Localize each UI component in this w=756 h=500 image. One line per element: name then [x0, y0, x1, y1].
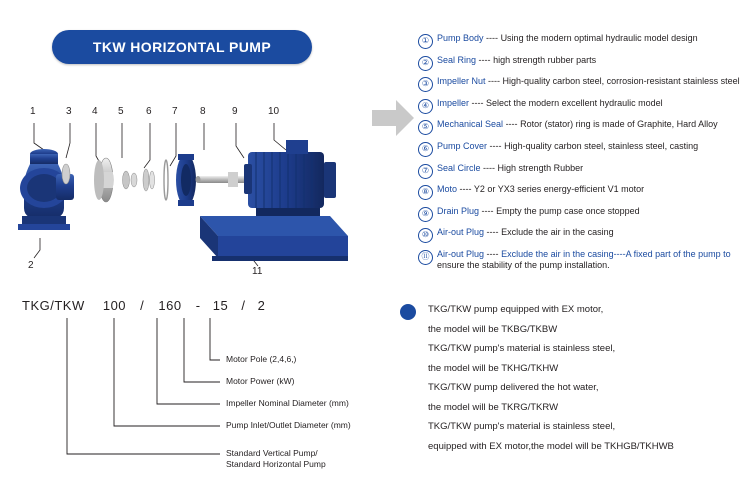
part-seal-ring [62, 164, 70, 184]
feature-name: Mechanical Seal [437, 119, 504, 130]
feature-desc: Exclude the air in the casing----A fixed part of the pump to [501, 248, 731, 259]
part-impeller [94, 158, 113, 202]
callout-5: 5 [118, 106, 124, 117]
callout-2: 2 [28, 260, 34, 271]
part-impeller-nut [123, 171, 138, 189]
note-line-6: the model will be TKRG/TKRW [428, 401, 559, 413]
feature-number-icon: ③ [418, 77, 433, 92]
feature-item-4 [418, 98, 748, 114]
note-line-5: TKG/TKW pump delivered the hot water, [428, 382, 599, 393]
feature-item-5 [418, 119, 748, 135]
callout-9: 9 [232, 106, 238, 117]
feature-item-9 [418, 206, 748, 222]
feature-dash: ---- [488, 76, 501, 87]
part-seal-circle [164, 160, 168, 200]
feature-number-icon: ⑦ [418, 164, 433, 179]
part-motor [244, 140, 336, 216]
feature-number-icon: ⑥ [418, 142, 433, 157]
feature-number-icon: ① [418, 34, 433, 49]
part-pump-body [18, 149, 74, 230]
note-line-8: equipped with EX motor,the model will be TKHGB/TKHWB [428, 440, 674, 452]
feature-item-7 [418, 163, 748, 179]
feature-item-8 [418, 184, 748, 200]
feature-number-icon: ④ [418, 99, 433, 114]
model-label-motor-pole: Motor Pole (2,4,6,) [226, 354, 297, 364]
feature-dash: ---- [486, 248, 499, 259]
model-code-slash-2: / [241, 298, 246, 313]
feature-dash: ---- [471, 97, 484, 108]
page-title-banner [52, 30, 312, 64]
model-code-dash: - [195, 298, 201, 313]
model-variant-notes [400, 300, 750, 456]
feature-desc: Using the modern optimal hydraulic model design [500, 33, 698, 43]
model-label-impeller-dia: Impeller Nominal Diameter (mm) [226, 398, 349, 408]
part-mechanical-seal [143, 169, 155, 191]
model-code-prefix: TKG/TKW [22, 298, 85, 313]
feature-name: Drain Plug [437, 205, 480, 216]
page-title: TKW HORIZONTAL PUMP [92, 39, 272, 55]
callout-10: 10 [268, 106, 280, 117]
model-code-breakdown [14, 298, 379, 494]
note-line-7: TKG/TKW pump's material is stainless steel, [428, 421, 616, 432]
part-pump-cover [176, 154, 196, 206]
feature-item-11 [418, 249, 748, 272]
note-line-2: the model will be TKBG/TKBW [428, 323, 558, 335]
feature-dash: ---- [489, 140, 502, 151]
feature-desc: Y2 or YX3 series energy-efficient V1 motor [473, 184, 645, 195]
feature-item-3 [418, 76, 748, 92]
bullet-icon [400, 304, 416, 320]
feature-item-6 [418, 141, 748, 157]
feature-desc: High-quality carbon steel, stainless steel, casting [504, 140, 699, 151]
feature-name: Impeller [437, 97, 470, 108]
callout-8: 8 [200, 106, 206, 117]
note-line-3: TKG/TKW pump's material is stainless steel, [428, 343, 616, 354]
feature-name: Pump Cover [437, 140, 488, 151]
callout-4: 4 [92, 106, 98, 117]
feature-dash: ---- [486, 33, 499, 43]
feature-item-10 [418, 227, 748, 243]
callout-7: 7 [172, 106, 178, 117]
feature-number-icon: ⑩ [418, 228, 433, 243]
model-label-motor-power: Motor Power (kW) [226, 376, 295, 386]
feature-item-2 [418, 55, 748, 71]
feature-desc: Select the modern excellent hydraulic model [486, 97, 663, 108]
feature-name: Pump Body [437, 33, 484, 43]
feature-name: Seal Circle [437, 162, 481, 173]
callout-11: 11 [252, 266, 263, 277]
part-base-plate [200, 216, 348, 261]
feature-number-icon: ⑤ [418, 120, 433, 135]
feature-name: Moto [437, 184, 458, 195]
callout-1: 1 [30, 106, 36, 117]
feature-dash: ---- [478, 54, 491, 65]
feature-dash: ---- [459, 184, 472, 195]
note-line-4: the model will be TKHG/TKHW [428, 362, 559, 374]
callout-6: 6 [146, 106, 152, 117]
model-code-pole: 2 [257, 298, 266, 313]
feature-desc-continued: ensure the stability of the pump installation. [437, 260, 610, 271]
feature-desc: Empty the pump case once stopped [496, 205, 640, 216]
model-label-inlet-outlet: Pump Inlet/Outlet Diameter (mm) [226, 420, 351, 430]
feature-desc: Exclude the air in the casing [501, 227, 614, 238]
feature-dash: ---- [505, 119, 518, 130]
feature-name: Seal Ring [437, 54, 477, 65]
feature-dash: ---- [481, 205, 494, 216]
feature-list [418, 33, 748, 277]
feature-desc: high strength rubber parts [493, 54, 597, 65]
model-code-row [22, 298, 265, 313]
model-code-inlet: 100 [102, 298, 127, 313]
feature-name: Air-out Plug [437, 248, 485, 259]
feature-number-icon: ⑨ [418, 207, 433, 222]
feature-desc: High-quality carbon steel, corrosion-resistant stainless steel [502, 76, 740, 87]
exploded-pump-diagram [0, 88, 380, 288]
model-label-standard-horizontal: Standard Horizontal Pump [226, 459, 326, 469]
part-shaft [196, 172, 251, 187]
feature-name: Air-out Plug [437, 227, 485, 238]
feature-number-icon: ⑪ [418, 250, 433, 265]
feature-number-icon: ⑧ [418, 185, 433, 200]
feature-dash: ---- [486, 227, 499, 238]
model-code-slash-1: / [140, 298, 145, 313]
feature-item-1 [418, 33, 748, 49]
model-code-impeller: 160 [158, 298, 182, 313]
feature-desc: Rotor (stator) ring is made of Graphite, Hard Alloy [520, 119, 718, 130]
note-line-1: TKG/TKW pump equipped with EX motor, [428, 304, 604, 315]
model-code-power: 15 [212, 298, 229, 313]
model-label-standard-vertical: Standard Vertical Pump/ [226, 448, 318, 458]
feature-desc: High strength Rubber [497, 162, 584, 173]
feature-number-icon: ② [418, 56, 433, 71]
feature-dash: ---- [483, 162, 496, 173]
feature-name: Impeller Nut [437, 76, 486, 87]
callout-3: 3 [66, 106, 72, 117]
